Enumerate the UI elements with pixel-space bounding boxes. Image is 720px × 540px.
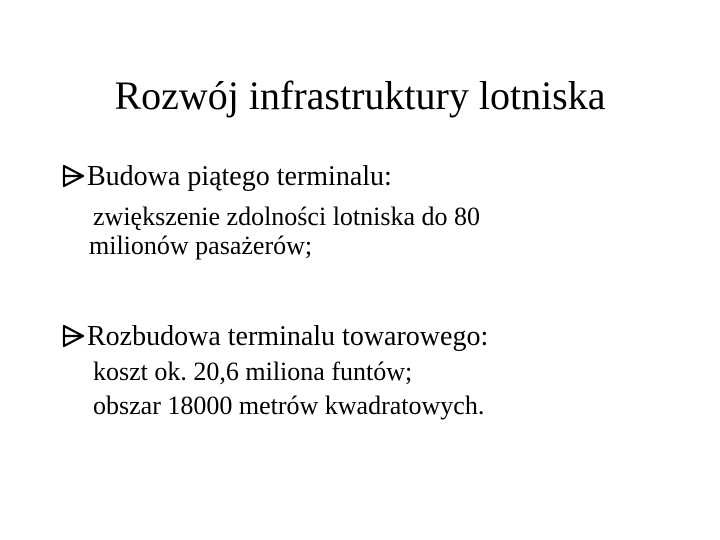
bullet-item-terminal [62,160,702,260]
arrow-bullet-icon [62,325,84,347]
bullet-item-cargo-terminal [62,320,702,422]
bullet-detail-line: koszt ok. 20,6 miliona funtów; [93,357,413,386]
bullet-detail-line: zwiększenie zdolności lotniska do 80 [93,202,481,231]
bullet-heading: Rozbudowa terminalu towarowego: [87,321,489,352]
bullet-detail-line: milionów pasażerów; [89,231,313,260]
bullet-heading: Budowa piątego terminalu: [87,161,392,192]
bullet-detail-line: obszar 18000 metrów kwadratowych. [93,391,485,420]
arrow-bullet-icon [62,165,84,187]
slide-title: Rozwój infrastruktury lotniska [114,73,606,118]
